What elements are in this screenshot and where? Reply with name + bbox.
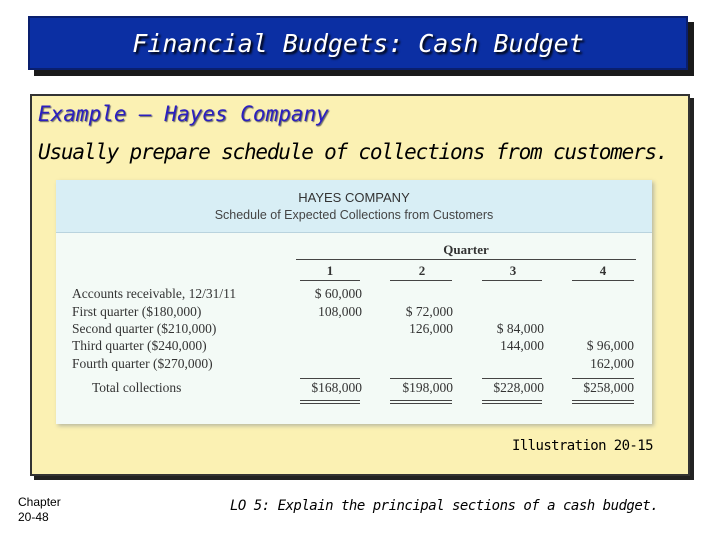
subtotal-rule [572,378,634,379]
row-label: Fourth quarter ($270,000) [72,356,213,371]
row-label: Second quarter ($210,000) [72,321,217,336]
column-rule [572,280,634,281]
table-cell: 126,000 [409,321,453,336]
total-cell: $168,000 [311,380,362,395]
quarter-number: 2 [418,263,426,278]
column-rule [390,280,452,281]
table-cell: 144,000 [500,338,544,353]
company-name: HAYES COMPANY [298,190,410,205]
learning-objective: LO 5: Explain the principal sections of a cash budget. [230,498,659,514]
subtotal-rule [300,378,360,379]
total-cell: $228,000 [493,380,544,395]
chapter-label [18,495,61,525]
chapter-page: 20-48 [18,510,49,524]
table-cell: 162,000 [590,356,634,371]
table-cell: $ 96,000 [586,338,634,353]
table-cell: $ 84,000 [496,321,544,336]
total-cell: $258,000 [583,380,634,395]
row-label: First quarter ($180,000) [72,304,202,319]
quarter-number: 3 [509,263,517,278]
row-label: Accounts receivable, 12/31/11 [72,286,237,301]
subtotal-rule [482,378,542,379]
slide-title: Financial Budgets: Cash Budget [132,28,584,58]
schedule-header [56,180,652,233]
subtitle: Usually prepare schedule of collections from customers. [38,140,668,164]
collections-schedule [56,180,652,424]
table-cell: $ 72,000 [405,304,453,319]
subtotal-rule [390,378,452,379]
row-label: Third quarter ($240,000) [72,338,207,353]
total-double-rule [390,400,452,404]
title-bar [28,16,688,70]
content-panel [30,94,690,476]
quarter-rule [296,259,636,260]
chapter-line: Chapter [18,495,61,509]
illustration-label: Illustration 20-15 [512,438,653,454]
total-double-rule [572,400,634,404]
table-cell: $ 60,000 [314,286,362,301]
total-label: Total collections [92,380,182,395]
quarter-number: 4 [599,263,607,278]
table-cell: 108,000 [318,304,362,319]
example-title: Example – Hayes Company [38,102,329,126]
schedule-title: Schedule of Expected Collections from Customers [214,208,494,222]
column-rule [482,280,542,281]
column-rule [300,280,360,281]
total-cell: $198,000 [402,380,453,395]
total-double-rule [300,400,360,404]
total-double-rule [482,400,542,404]
quarter-label: Quarter [443,242,489,257]
quarter-number: 1 [326,263,334,278]
